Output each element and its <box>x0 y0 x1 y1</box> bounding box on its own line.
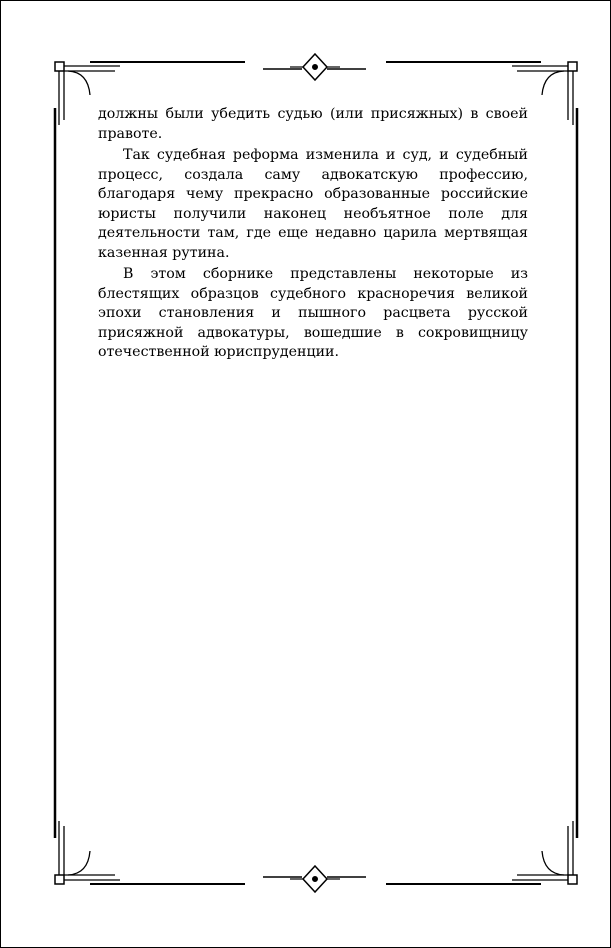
paragraph-collection: В этом сборнике представлены некоторые из блестящих образцов судебного красноречия великой эпохи становления и пышного расцвета русской присяжной адвокатуры, вошедшие в сокровищницу отечественной юриспруденции. <box>98 266 528 360</box>
corner-ornament-bottom-left <box>55 821 120 884</box>
top-diamond-ornament <box>290 54 340 80</box>
corner-ornament-bottom-right <box>512 821 577 884</box>
body-text <box>98 105 528 365</box>
paragraph-reform: Так судебная реформа изменила и суд, и судебный процесс, создала саму адвокатскую профессию, благодаря чему прекрасно образованные российские юристы получили наконец необъятное поле для деятельности там, где еще недавно царила мертвящая казенная рутина. <box>98 147 528 261</box>
bottom-diamond-ornament <box>290 866 340 892</box>
paragraph-continuation: должны были убедить судью (или присяжных) в своей правоте. <box>98 106 528 142</box>
